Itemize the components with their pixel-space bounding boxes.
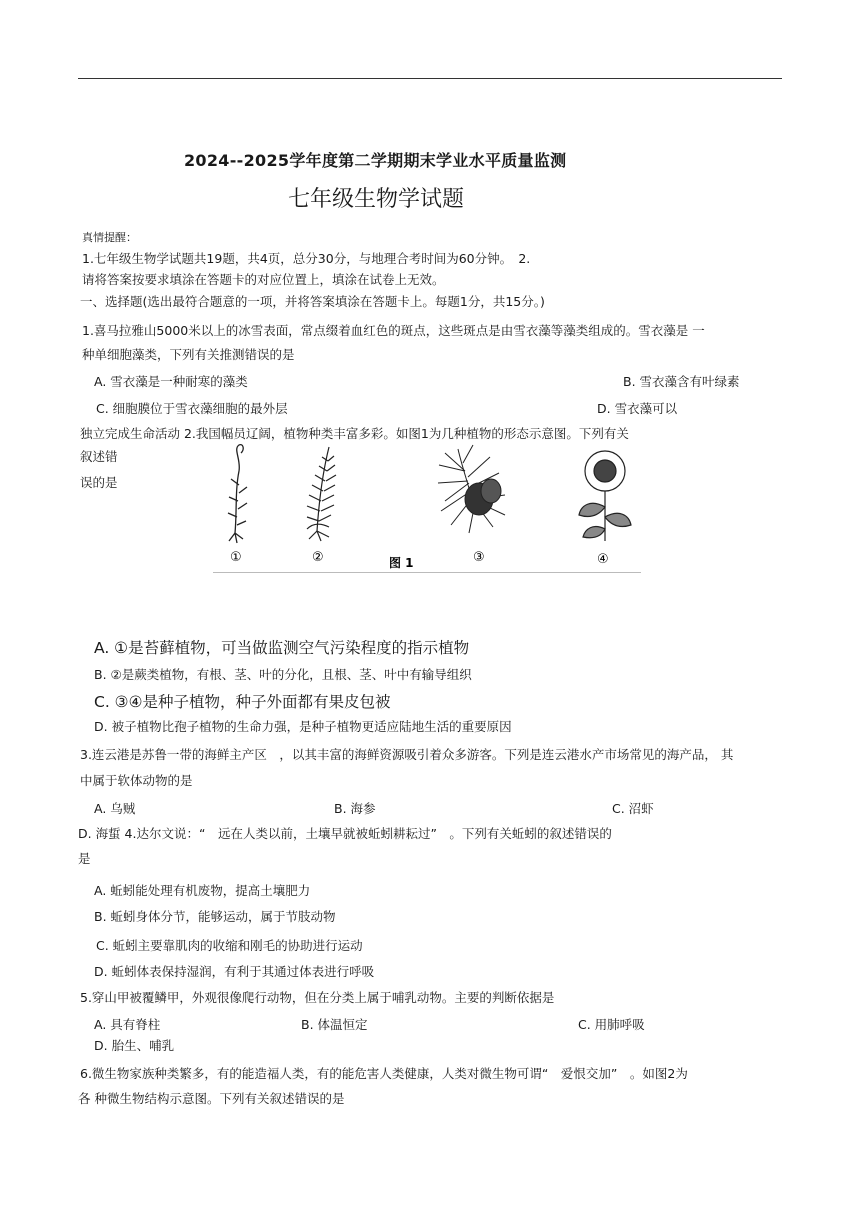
q4-option-d: D. 蚯蚓体表保持湿润，有利于其通过体表进行呼吸 xyxy=(94,964,375,979)
q5-stem: 5.穿山甲被覆鳞甲，外观很像爬行动物，但在分类上属于哺乳动物。主要的判断依据是 xyxy=(80,990,555,1005)
figure-label-4: ④ xyxy=(597,552,609,567)
q5-option-c: C. 用肺呼吸 xyxy=(578,1017,645,1032)
q6-stem-line2: 各 种微生物结构示意图。下列有关叙述错误的是 xyxy=(78,1091,345,1106)
q5-option-b: B. 体温恒定 xyxy=(301,1017,368,1032)
q4-option-c: C. 蚯蚓主要靠肌肉的收缩和刚毛的协助进行运动 xyxy=(96,938,363,953)
q3-option-c: C. 沼虾 xyxy=(612,801,654,816)
exam-session-title: 2024--2025学年度第二学期期末学业水平质量监测 xyxy=(184,151,567,170)
notice-item-1: 1.七年级生物学试题共19题，共4页，总分30分，与地理合考时间为60分钟。 2. xyxy=(82,251,531,266)
exam-subject-title: 七年级生物学试题 xyxy=(288,187,465,212)
q1-option-a: A. 雪衣藻是一种耐寒的藻类 xyxy=(94,374,248,389)
plant-figure xyxy=(213,441,642,573)
q2-option-b: B. ②是蕨类植物，有根、茎、叶的分化，且根、茎、叶中有输导组织 xyxy=(94,667,472,682)
figure-label-1: ① xyxy=(230,550,242,565)
q2-option-a: A. ①是苔藓植物，可当做监测空气污染程度的指示植物 xyxy=(94,639,470,657)
notice-item-2: 请将答案按要求填涂在答题卡的对应位置上，填涂在试卷上无效。 xyxy=(82,272,445,287)
q2-stem-side-2: 误的是 xyxy=(80,475,118,490)
q2-stem-side-1: 叙述错 xyxy=(80,449,118,464)
figure-baseline xyxy=(213,572,641,573)
top-rule xyxy=(78,78,782,79)
moss-illustration xyxy=(228,445,247,543)
section-heading: 一、选择题(选出最符合题意的一项，并将答案填涂在答题卡上。每题1分，共15分。) xyxy=(80,294,545,309)
q1-option-d: D. 雪衣藻可以 xyxy=(597,401,678,416)
q1-option-d-cont: 独立完成生命活动 2.我国幅员辽阔，植物种类丰富多彩。如图1为几种植物的形态示意图。下列有关 xyxy=(80,426,629,441)
q4-option-a: A. 蚯蚓能处理有机废物，提高土壤肥力 xyxy=(94,883,311,898)
notice-label: 真情提醒： xyxy=(82,231,137,244)
q6-stem-line1: 6.微生物家族种类繁多，有的能造福人类，有的能危害人类健康，人类对微生物可谓“ 爱恨交加” 。如图2为 xyxy=(80,1066,688,1081)
q1-stem-line1: 1.喜马拉雅山5000米以上的冰雪表面，常点缀着血红色的斑点，这些斑点是由雪衣藻等藻类组成的。雪衣藻是 一 xyxy=(82,323,705,338)
q5-option-a: A. 具有脊柱 xyxy=(94,1017,161,1032)
q3-option-b: B. 海参 xyxy=(334,801,376,816)
figure-caption: 图 1 xyxy=(389,556,414,570)
sunflower-illustration xyxy=(579,451,631,541)
q3-option-d-q4-stem: D. 海蜇 4.达尔文说：“ 远在人类以前，土壤早就被蚯蚓耕耘过” 。下列有关蚯蚓的叙述错误的 xyxy=(78,826,612,841)
q3-stem-line1: 3.连云港是苏鲁一带的海鲜主产区 ，以其丰富的海鲜资源吸引着众多游客。下列是连云港水产市场常见的海产品， 其 xyxy=(80,747,734,762)
q1-option-b: B. 雪衣藻含有叶绿素 xyxy=(623,374,740,389)
figure-label-2: ② xyxy=(312,550,324,565)
figure-label-3: ③ xyxy=(473,550,485,565)
q3-stem-line2: 中属于软体动物的是 xyxy=(80,773,193,788)
q4-option-b: B. 蚯蚓身体分节，能够运动，属于节肢动物 xyxy=(94,909,336,924)
q3-option-a: A. 乌贼 xyxy=(94,801,136,816)
q2-option-d: D. 被子植物比孢子植物的生命力强，是种子植物更适应陆地生活的重要原因 xyxy=(94,719,512,734)
q2-option-c: C. ③④是种子植物，种子外面都有果皮包被 xyxy=(94,693,391,711)
pine-illustration xyxy=(438,445,505,533)
q4-stem-cont: 是 xyxy=(78,851,91,866)
q1-option-c: C. 细胞膜位于雪衣藻细胞的最外层 xyxy=(96,401,288,416)
fern-illustration xyxy=(307,447,336,541)
q1-stem-line2: 种单细胞藻类，下列有关推测错误的是 xyxy=(82,347,295,362)
q5-option-d: D. 胎生、哺乳 xyxy=(94,1038,175,1053)
